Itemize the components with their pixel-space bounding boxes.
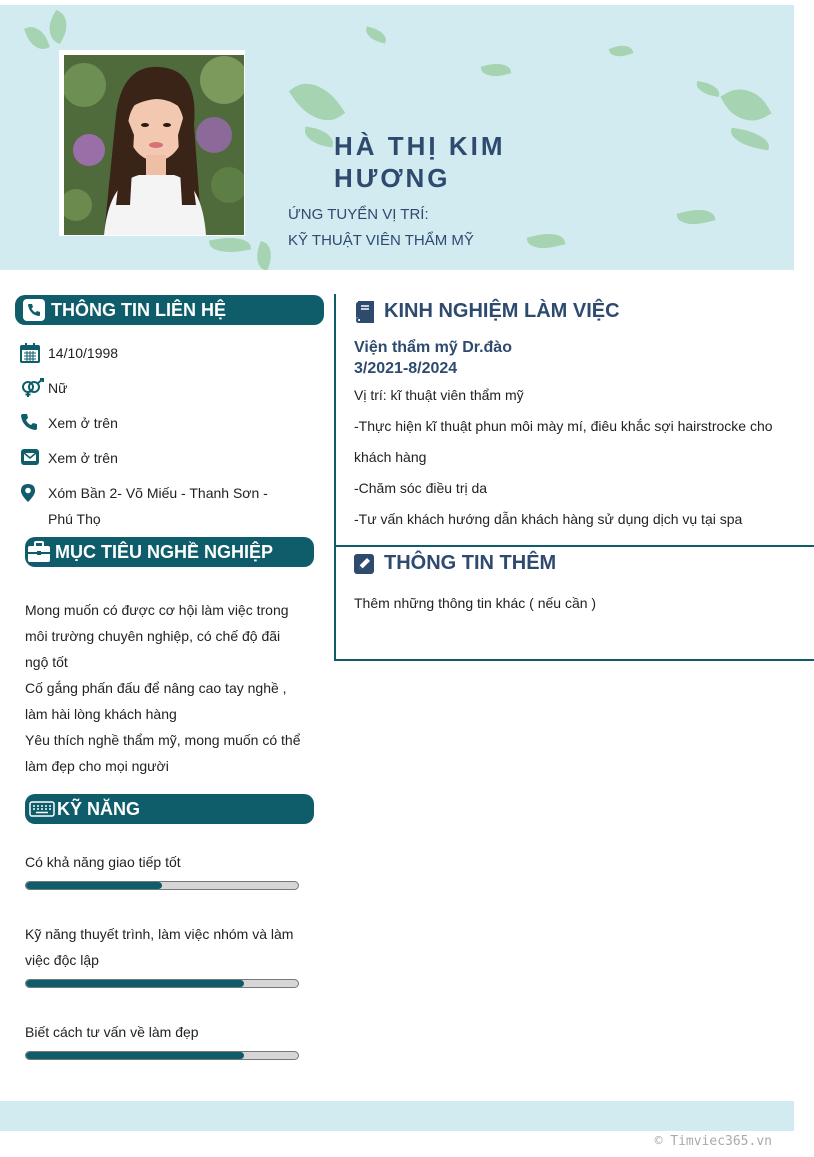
leaf-decoration (609, 42, 634, 61)
objective-line: làm hài lòng khách hàng (25, 706, 177, 722)
book-icon (354, 301, 374, 323)
birthday-value: 14/10/1998 (48, 345, 119, 361)
leaf-decoration (729, 128, 771, 151)
watermark: © Timviec365.vn (654, 1134, 772, 1149)
leaf-decoration (209, 234, 251, 257)
gender-value: Nữ (48, 380, 68, 396)
objective-section-title (25, 537, 314, 567)
candidate-name: HÀ THỊ KIM HƯƠNG (334, 131, 506, 193)
leaf-decoration (24, 23, 50, 54)
skills-title-text: KỸ NĂNG (57, 798, 141, 819)
apply-position-value: KỸ THUẬT VIÊN THẨM MỸ (288, 232, 474, 249)
extra-title-text: THÔNG TIN THÊM (384, 552, 557, 574)
leaf-decoration (289, 72, 346, 132)
contact-section-title (15, 295, 324, 325)
skill-label-line: Kỹ năng thuyết trình, làm việc nhóm và làm (25, 926, 294, 942)
profile-photo (59, 50, 245, 236)
phone-box-icon (23, 299, 45, 321)
objective-text (25, 597, 325, 779)
skill-progress-bar (25, 979, 299, 988)
address-line-1: Xóm Bần 2- Võ Miếu - Thanh Sơn - (48, 485, 268, 501)
gender-row (20, 378, 67, 398)
skill-label-line: việc độc lập (25, 952, 99, 968)
contact-title-text: THÔNG TIN LIÊN HỆ (51, 299, 226, 320)
leaf-decoration (481, 60, 512, 81)
skill-item-label: Có khả năng giao tiếp tốt (25, 854, 181, 870)
skill-progress-bar (25, 881, 299, 890)
phone-icon (20, 413, 38, 431)
objective-line: Mong muốn có được cơ hội làm việc trong (25, 602, 289, 618)
company-name: Viện thẩm mỹ Dr.đào (354, 339, 512, 356)
objective-line: Cố gắng phấn đấu để nâng cao tay nghề , (25, 680, 287, 696)
skill-progress-fill (26, 1052, 244, 1059)
phone-row (20, 413, 118, 433)
calendar-icon (20, 343, 40, 363)
portrait-illustration (64, 55, 244, 235)
leaf-decoration (695, 81, 721, 97)
objective-title-text: MỤC TIÊU NGHỀ NGHIỆP (55, 541, 274, 562)
map-pin-icon (20, 483, 36, 503)
phone-value: Xem ở trên (48, 415, 118, 431)
experience-line: khách hàng (354, 449, 427, 465)
email-row (20, 448, 118, 468)
leaf-decoration (364, 26, 388, 43)
experience-line: -Thực hiện kĩ thuật phun môi mày mí, điêu khắc sợi hairstrocke cho (354, 418, 773, 434)
objective-line: môi trường chuyên nghiệp, có chế độ đãi (25, 628, 281, 644)
experience-company (354, 337, 512, 379)
experience-section-title (354, 300, 620, 323)
apply-position-label: ỨNG TUYỂN VỊ TRÍ: (288, 206, 429, 223)
email-value: Xem ở trên (48, 450, 118, 466)
leaf-decoration (303, 127, 335, 148)
leaf-decoration (252, 241, 276, 270)
header-banner (0, 5, 794, 270)
section-divider (334, 545, 814, 547)
address-line-2: Phú Thọ (48, 511, 101, 527)
skill-progress-fill (26, 980, 244, 987)
skills-section-title (25, 794, 314, 824)
leaf-decoration (527, 229, 566, 254)
experience-line: -Tư vấn khách hướng dẫn khách hàng sử dụng dịch vụ tại spa (354, 511, 743, 527)
leaf-decoration (720, 79, 771, 132)
envelope-icon (20, 448, 40, 466)
skill-progress-fill (26, 882, 162, 889)
work-period: 3/2021-8/2024 (354, 360, 458, 377)
birthday-row (20, 343, 118, 363)
objective-line: Yêu thích nghề thẩm mỹ, mong muốn có thể (25, 732, 301, 748)
extra-info-text: Thêm những thông tin khác ( nếu cần ) (354, 595, 597, 611)
gender-icon (20, 378, 46, 398)
footer-band (0, 1101, 794, 1131)
extra-info-section-title (354, 552, 556, 575)
skill-item-label: Biết cách tư vấn về làm đẹp (25, 1024, 199, 1040)
objective-line: làm đẹp cho mọi người (25, 758, 169, 774)
experience-line: Vị trí: kĩ thuật viên thẩm mỹ (354, 387, 524, 403)
address-row (20, 483, 268, 532)
objective-line: ngộ tốt (25, 654, 68, 670)
keyboard-icon (29, 801, 55, 817)
briefcase-icon (27, 541, 51, 563)
edit-icon (354, 554, 374, 574)
experience-title-text: KINH NGHIỆM LÀM VIỆC (384, 300, 620, 322)
skill-progress-bar (25, 1051, 299, 1060)
leaf-decoration (677, 205, 716, 230)
experience-line: -Chăm sóc điều trị da (354, 480, 488, 496)
skill-item-label (25, 921, 315, 973)
